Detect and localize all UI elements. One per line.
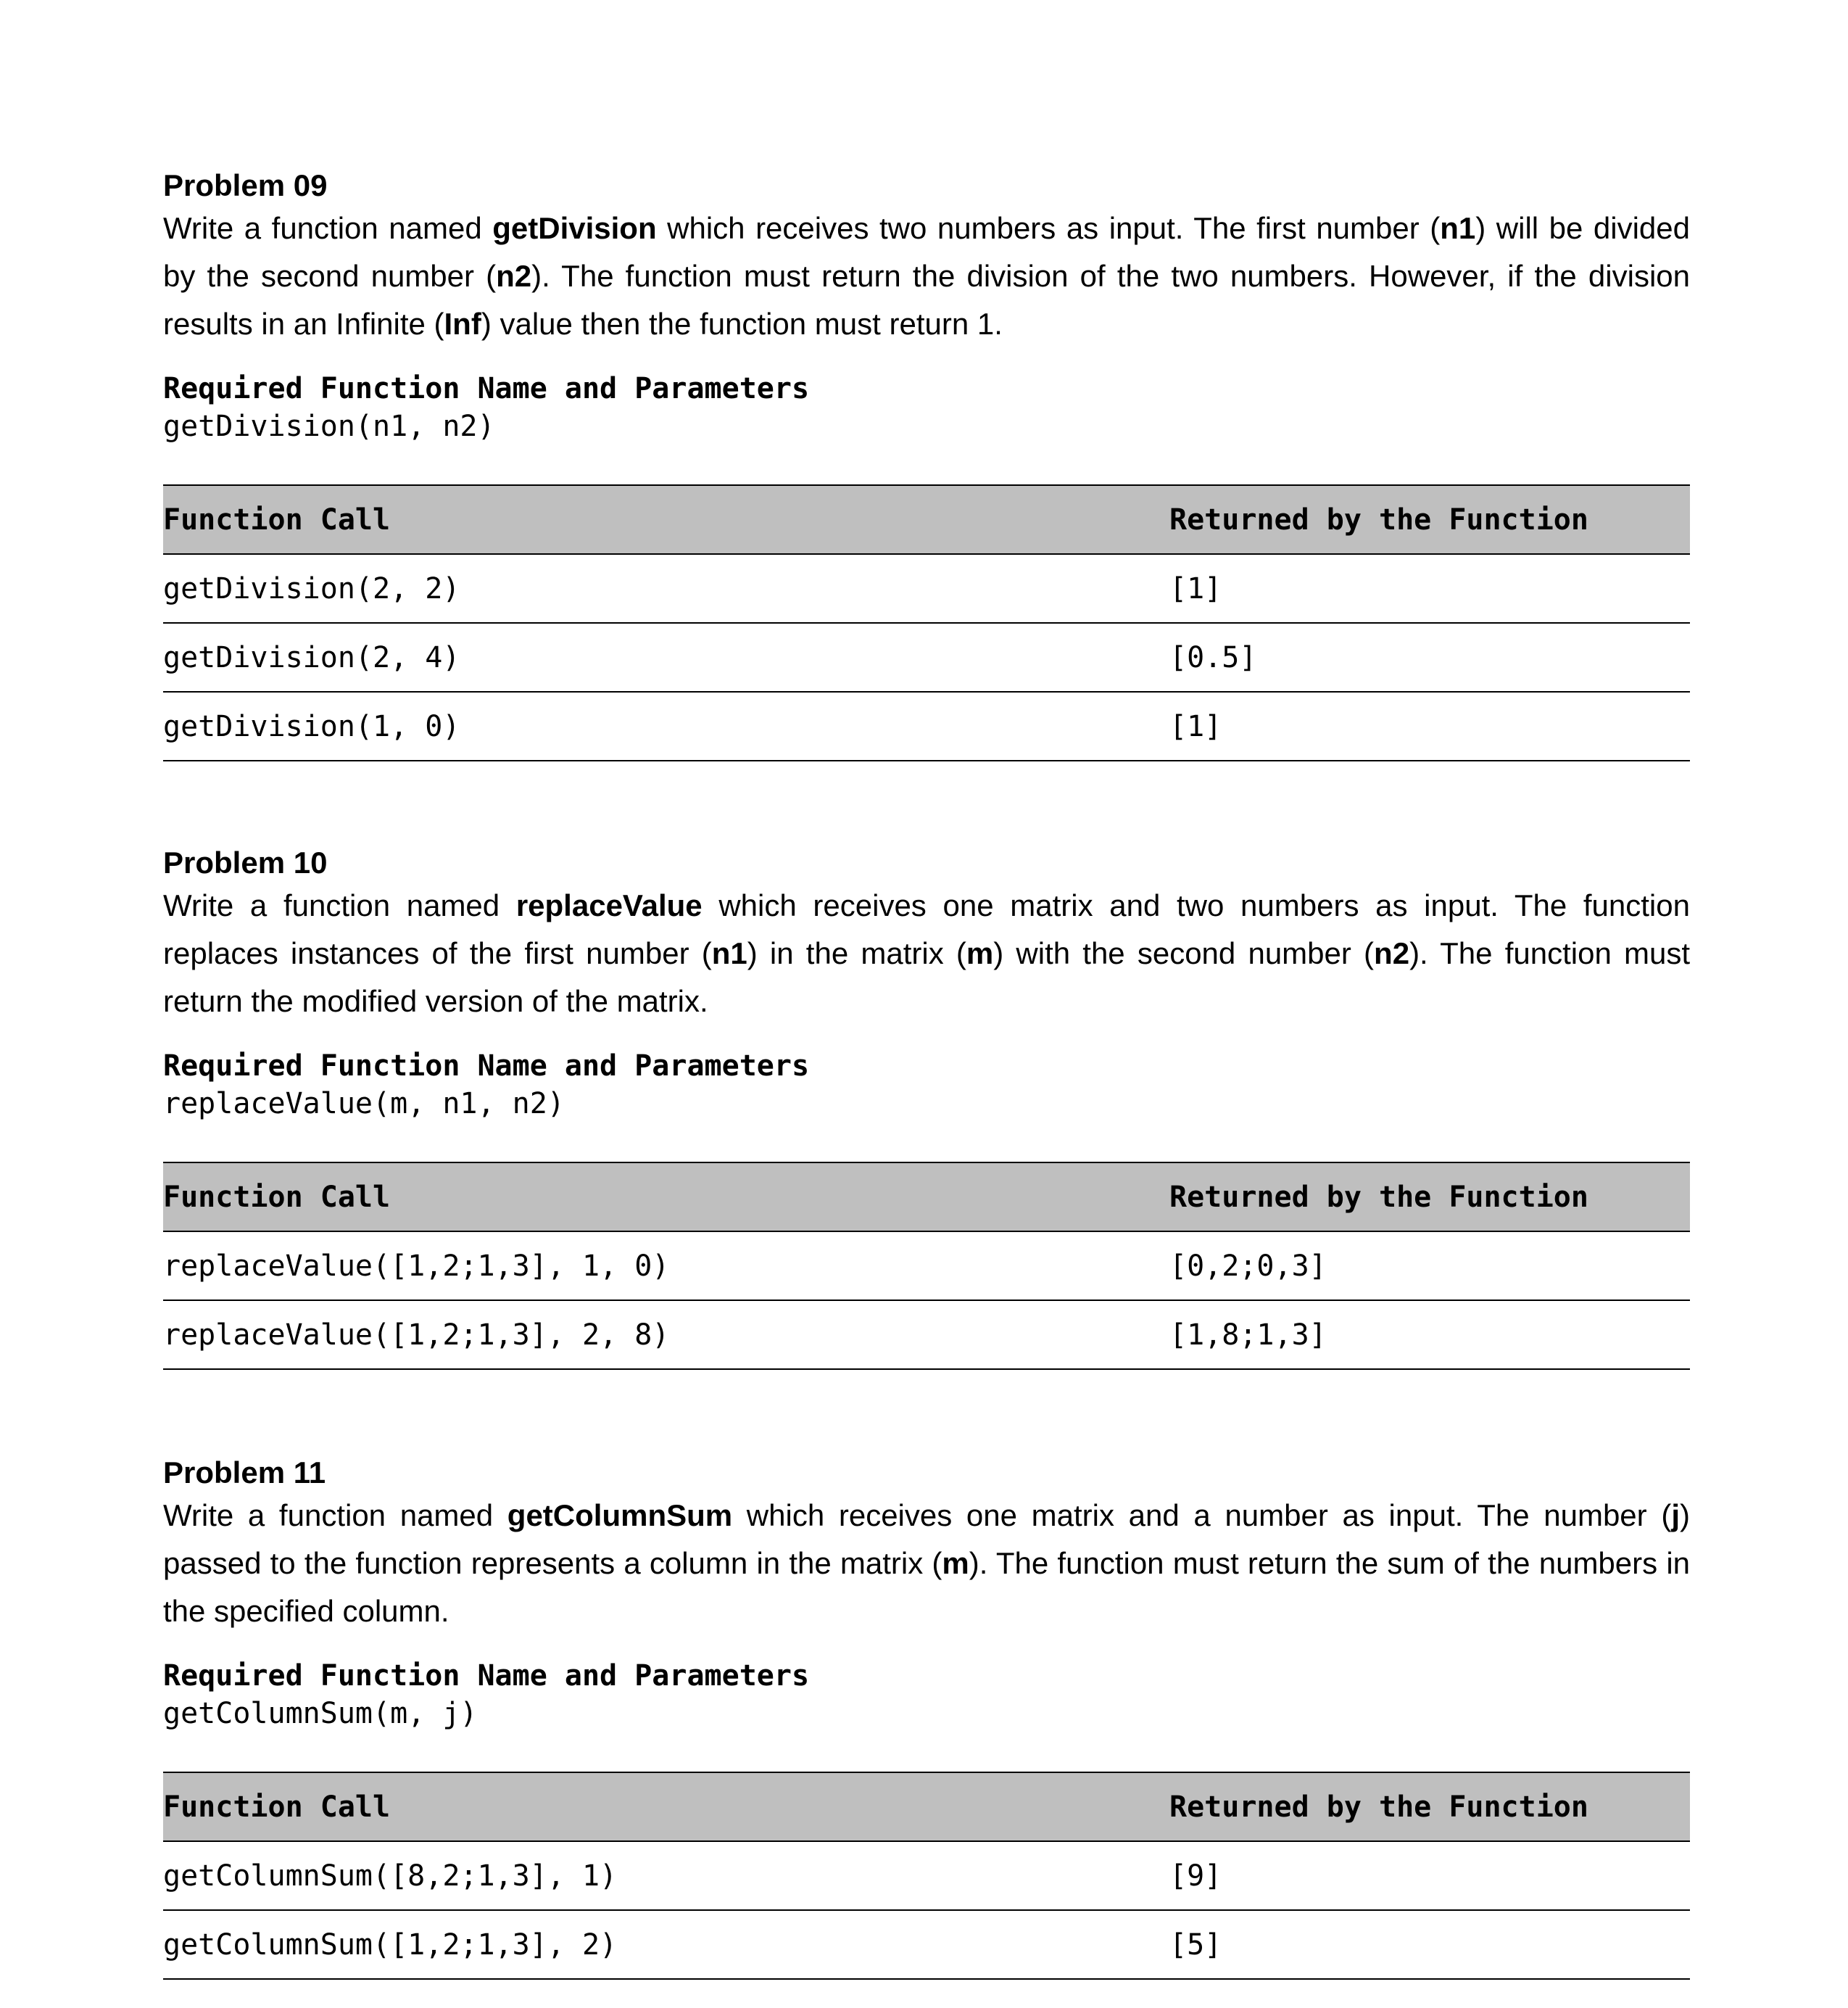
desc-text: ) value then the function must return 1.	[481, 307, 1003, 341]
param-emphasis: m	[966, 936, 994, 970]
problem-description	[163, 1492, 1690, 1635]
problem-title: Problem 10	[163, 846, 328, 880]
cell-call: getColumnSum([8,2;1,3], 1)	[163, 1859, 618, 1893]
desc-text: ) passed to the function represents a column in the matrix (	[163, 1498, 1690, 1580]
desc-text: Write a function named	[163, 1498, 507, 1532]
cell-call: getColumnSum([1,2;1,3], 2)	[163, 1928, 618, 1962]
examples-table	[163, 1162, 1690, 1370]
problem-11-section	[163, 1454, 1690, 1980]
desc-text: Write a function named	[163, 888, 516, 922]
param-emphasis: n1	[711, 936, 747, 970]
value-emphasis: Inf	[444, 307, 481, 341]
problem-title: Problem 09	[163, 168, 328, 202]
cell-call: replaceValue([1,2;1,3], 2, 8)	[163, 1318, 670, 1352]
desc-text: which receives two numbers as input. The first number (	[656, 211, 1441, 245]
cell-call: replaceValue([1,2;1,3], 1, 0)	[163, 1249, 670, 1283]
required-heading: Required Function Name and Parameters	[163, 372, 810, 405]
cell-call: getDivision(1, 0)	[163, 709, 460, 743]
table-row	[163, 554, 1690, 623]
desc-text: ). The function must return the sum of the numbers in the specified column.	[163, 1546, 1691, 1628]
function-signature: getColumnSum(m, j)	[163, 1697, 478, 1730]
desc-text: which receives one matrix and a number as input. The number (	[732, 1498, 1672, 1532]
table-row	[163, 623, 1690, 692]
cell-call: getDivision(2, 2)	[163, 571, 460, 606]
desc-text: ). The function must return the division of the two numbers. However, if the division results in an Infinite (	[163, 259, 1690, 341]
problem-description	[163, 204, 1690, 348]
param-emphasis: j	[1671, 1498, 1680, 1532]
cell-result: [1,8;1,3]	[1169, 1318, 1327, 1352]
cell-result: [9]	[1169, 1859, 1222, 1893]
examples-table	[163, 484, 1690, 761]
required-heading: Required Function Name and Parameters	[163, 1659, 810, 1693]
problem-description	[163, 882, 1690, 1025]
cell-result: [0,2;0,3]	[1169, 1249, 1327, 1283]
function-signature: getDivision(n1, n2)	[163, 410, 495, 443]
cell-result: [1]	[1169, 571, 1222, 606]
table-row	[163, 1231, 1690, 1300]
header-returned: Returned by the Function	[1169, 1180, 1588, 1214]
function-name-emphasis: getDivision	[492, 211, 657, 245]
header-function-call: Function Call	[163, 1790, 391, 1824]
param-emphasis: m	[942, 1546, 969, 1580]
table-row	[163, 692, 1690, 761]
table-header-row	[163, 1772, 1690, 1841]
table-header-row	[163, 485, 1690, 554]
param-emphasis: n2	[496, 259, 532, 293]
function-name-emphasis: replaceValue	[515, 888, 703, 922]
problem-title: Problem 11	[163, 1455, 326, 1490]
desc-text: ). The function must return the modified version of the matrix.	[163, 936, 1690, 1018]
param-emphasis: n1	[1440, 211, 1476, 245]
cell-call: getDivision(2, 4)	[163, 640, 460, 674]
desc-text: ) in the matrix (	[747, 936, 966, 970]
required-heading: Required Function Name and Parameters	[163, 1049, 810, 1083]
table-header-row	[163, 1162, 1690, 1231]
header-function-call: Function Call	[163, 1180, 391, 1214]
header-returned: Returned by the Function	[1169, 503, 1588, 537]
examples-table	[163, 1772, 1690, 1980]
cell-result: [5]	[1169, 1928, 1222, 1962]
problem-10-section	[163, 844, 1690, 1370]
cell-result: [0.5]	[1169, 640, 1257, 674]
table-row	[163, 1300, 1690, 1369]
function-signature: replaceValue(m, n1, n2)	[163, 1087, 565, 1120]
problem-09-section	[163, 167, 1690, 761]
desc-text: which receives one matrix and two numbers as input. The function replaces instances of the first number (	[163, 888, 1690, 970]
param-emphasis: n2	[1374, 936, 1410, 970]
desc-text: ) with the second number (	[993, 936, 1375, 970]
function-name-emphasis: getColumnSum	[507, 1498, 733, 1532]
desc-text: Write a function named	[163, 211, 493, 245]
cell-result: [1]	[1169, 709, 1222, 743]
header-function-call: Function Call	[163, 503, 391, 537]
desc-text: ) will be divided by the second number (	[163, 211, 1690, 293]
table-row	[163, 1910, 1690, 1979]
table-row	[163, 1841, 1690, 1910]
header-returned: Returned by the Function	[1169, 1790, 1588, 1824]
